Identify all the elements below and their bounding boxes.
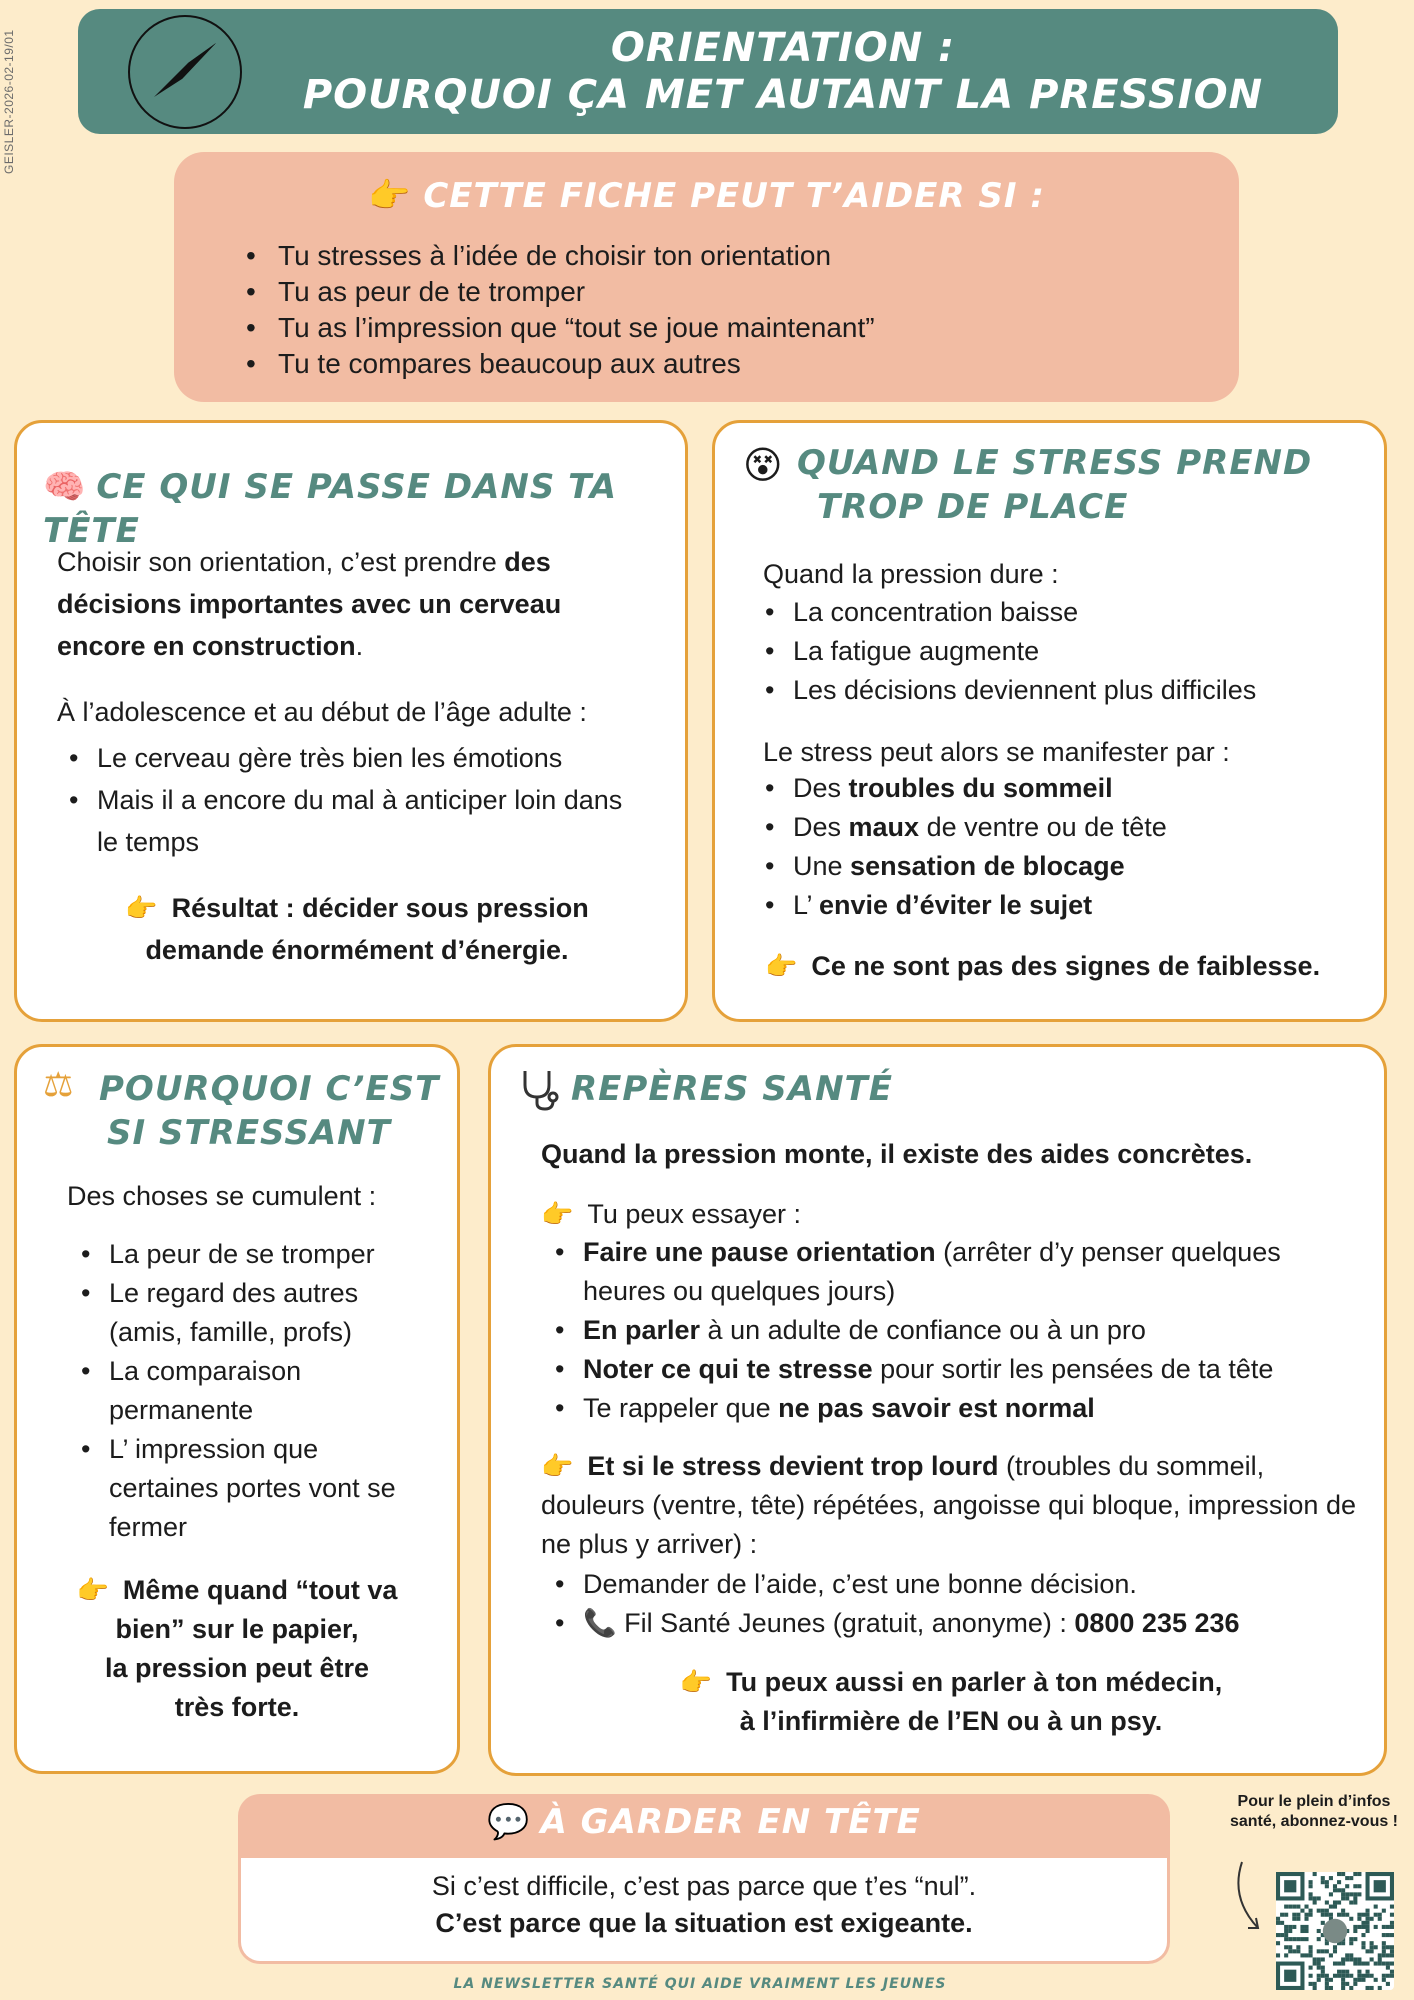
document-code: GEISLER-2026-02-19/01 — [2, 29, 16, 174]
bullet-list — [79, 1235, 409, 1547]
paragraph: 👉 Et si le stress devient trop lourd (troubles du sommeil, douleurs (ventre, tête) répétées, angoisse qui bloque, impression de ne plus y arriver) : — [541, 1451, 1356, 1559]
pointing-hand-icon: 👉 — [125, 893, 158, 923]
list-item: • La concentration baisse — [763, 593, 1373, 632]
card-stressant — [14, 1044, 460, 1774]
paragraph: Quand la pression dure : — [763, 559, 1059, 589]
list-item: • En parler à un adulte de confiance ou à un pro — [553, 1311, 1353, 1350]
list-item: • L’ impression que certaines portes vont se fermer — [79, 1430, 409, 1547]
list-item: • Des maux de ventre ou de tête — [763, 808, 1373, 847]
stethoscope-icon — [517, 1067, 561, 1111]
result-text: 👉 Résultat : décider sous pression demande énormément d’énergie. — [125, 893, 589, 965]
paragraph: À l’adolescence et au début de l’âge adulte : — [57, 697, 587, 727]
list-item: • Mais il a encore du mal à anticiper loin dans le temps — [67, 779, 627, 863]
pointing-hand-icon: 👉 — [368, 176, 412, 216]
pointing-hand-icon: 👉 — [76, 1575, 109, 1605]
list-item: • Des troubles du sommeil — [763, 769, 1373, 808]
intro-box — [174, 152, 1239, 402]
list-item: • La comparaison permanente — [79, 1352, 409, 1430]
pointing-hand-icon: 👉 — [765, 951, 798, 981]
pointing-hand-icon: 👉 — [679, 1667, 713, 1697]
list-item: • Une sensation de blocage — [763, 847, 1373, 886]
conclusion-text: 👉 Même quand “tout va bien” sur le papier, la pression peut être très forte. — [76, 1575, 398, 1722]
subscribe-promo: Pour le plein d’infos santé, abonnez-vous ! — [1229, 1793, 1399, 1830]
list-item: • Les décisions deviennent plus difficiles — [763, 671, 1373, 710]
dizzy-face-icon: 😵 — [743, 445, 783, 487]
compass-icon — [128, 15, 242, 129]
conclusion-text: 👉 Ce ne sont pas des signes de faiblesse. — [765, 951, 1321, 981]
list-item: • Te rappeler que ne pas savoir est normal — [553, 1389, 1353, 1428]
card-title: POURQUOI C’EST SI STRESSANT — [99, 1069, 440, 1153]
list-item: • L’ envie d’éviter le sujet — [763, 886, 1373, 925]
keep-in-mind-title: 💬 À GARDER EN TÊTE — [487, 1802, 921, 1842]
paragraph: Le stress peut alors se manifester par : — [763, 737, 1230, 767]
list-item: • Le cerveau gère très bien les émotions — [67, 737, 627, 779]
card-title: 🧠 CE QUI SE PASSE DANS TA TÊTE — [43, 467, 618, 551]
footer-tagline: LA NEWSLETTER SANTÉ QUI AIDE VRAIMENT LES JEUNES — [453, 1976, 947, 1992]
phone-icon: 📞 — [583, 1608, 625, 1638]
card-reperes — [488, 1044, 1387, 1776]
pointing-hand-icon: 👉 — [541, 1451, 574, 1481]
scales-icon: ⚖ — [43, 1066, 74, 1104]
keep-in-mind-text: Si c’est difficile, c’est pas parce que t’es “nul”. C’est parce que la situation est exigeante. — [431, 1871, 977, 1938]
bullet-list — [763, 769, 1373, 925]
pointing-hand-icon: 👉 — [541, 1199, 574, 1229]
list-item: • Faire une pause orientation (arrêter d’y penser quelques heures ou quelques jours) — [553, 1233, 1353, 1311]
card-stress-place — [712, 420, 1387, 1022]
card-title: REPÈRES SANTÉ — [571, 1069, 893, 1109]
list-item: • Noter ce qui te stresse pour sortir les pensées de ta tête — [553, 1350, 1353, 1389]
list-item: • Tu stresses à l’idée de choisir ton orientation — [244, 238, 1224, 274]
list-item: • Tu as l’impression que “tout se joue maintenant” — [244, 310, 1224, 346]
card-tete — [14, 420, 688, 1022]
keep-in-mind-body — [238, 1858, 1170, 1964]
phone-number: 0800 235 236 — [1074, 1608, 1240, 1638]
speech-bubble-icon: 💬 — [487, 1802, 531, 1842]
bullet-list — [67, 737, 627, 863]
list-item: • Demander de l’aide, c’est une bonne décision. — [553, 1565, 1353, 1604]
bullet-list — [763, 593, 1373, 710]
intro-list — [244, 238, 1224, 382]
list-item: • La fatigue augmente — [763, 632, 1373, 671]
page-title: ORIENTATION : POURQUOI ÇA MET AUTANT LA PRESSION — [302, 25, 1264, 118]
bullet-list — [553, 1565, 1353, 1643]
list-item: • Tu te compares beaucoup aux autres — [244, 346, 1224, 382]
list-item: • 📞 Fil Santé Jeunes (gratuit, anonyme) : 0800 235 236 — [553, 1604, 1353, 1643]
paragraph: Quand la pression monte, il existe des aides concrètes. — [541, 1139, 1253, 1169]
intro-title: 👉 CETTE FICHE PEUT T’AIDER SI : — [368, 176, 1045, 216]
paragraph: Des choses se cumulent : — [67, 1181, 377, 1211]
keep-in-mind-header — [238, 1794, 1170, 1858]
brain-icon: 🧠 — [43, 467, 87, 507]
list-item: • Le regard des autres (amis, famille, profs) — [79, 1274, 409, 1352]
page-header — [78, 9, 1338, 134]
list-item: • La peur de se tromper — [79, 1235, 409, 1274]
bullet-list — [553, 1233, 1353, 1428]
paragraph: 👉 Tu peux essayer : — [541, 1199, 801, 1229]
conclusion-text: 👉 Tu peux aussi en parler à ton médecin, à l’infirmière de l’EN ou à un psy. — [679, 1667, 1223, 1736]
card-title: QUAND LE STRESS PREND TROP DE PLACE — [797, 443, 1313, 527]
list-item: • Tu as peur de te tromper — [244, 274, 1224, 310]
paragraph: Choisir son orientation, c’est prendre des décisions importantes avec un cerveau encore en construction. — [57, 547, 562, 661]
qr-code[interactable] — [1276, 1872, 1394, 1990]
arrow-icon — [1228, 1858, 1272, 1938]
